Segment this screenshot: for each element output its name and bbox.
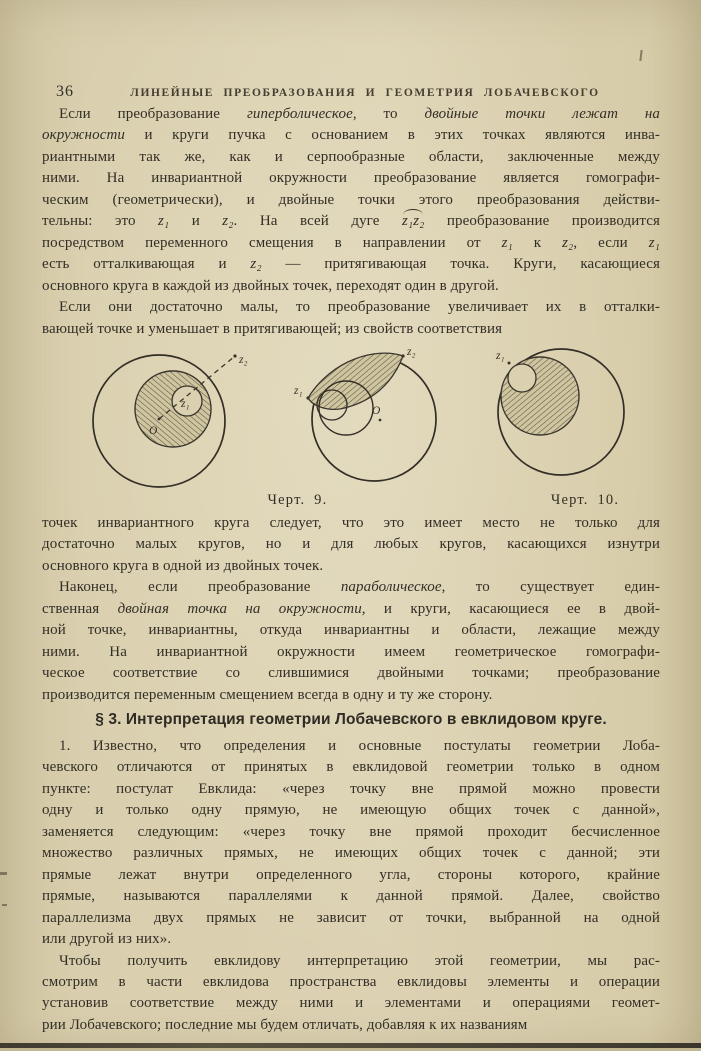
ink-speck <box>2 904 7 906</box>
text-line: или другой из них». <box>42 931 172 948</box>
text-line: тельны: это z₁ и z₂. На всей дуге z₁z₂ преобразование производится <box>42 211 660 232</box>
page-number: 36 <box>56 83 74 100</box>
text-line: вающей точке и уменьшает в притягивающей; из свойств соответствия <box>42 320 503 337</box>
label-z2: z₂ <box>407 346 416 358</box>
text-line: 1. Известно, что определения и основные постулаты геометрии Лоба- <box>59 738 660 754</box>
figure-10-caption: Черт. 10. <box>550 492 620 508</box>
ink-speck <box>639 50 642 61</box>
inner-tangent-circle <box>508 364 536 392</box>
figure-9-caption: Черт. 9. <box>267 492 328 508</box>
section-heading: § 3. Интерпретация геометрии Лобачевского в евклидовом круге. <box>95 711 607 728</box>
text-line: установив соответствие между ними и элементами и операциями геомет- <box>42 995 660 1012</box>
text-block-middle <box>42 513 660 706</box>
point-z1 <box>306 396 309 399</box>
paragraph <box>42 577 660 706</box>
text-line: ственная двойная точка на окружности, и круги, касающиеся ее в двой- <box>42 600 660 617</box>
text-line: ной точке, инвариантны, откуда инвариантны и области, лежащие между <box>42 622 660 639</box>
figure-10-circle-diagram <box>485 346 655 501</box>
text-line: точек инвариантного круга следует, что это имеет место не только для <box>42 515 660 531</box>
text-line: есть отталкивающая и z₂ — притягивающая точка. Круги, касающиеся <box>42 256 660 273</box>
figure-9-left-circle-diagram <box>85 350 260 505</box>
text-line: ческим (геометрически), и двойные точки этого преобразования действи- <box>42 191 660 208</box>
point-o <box>379 419 382 422</box>
text-line: окружности и круги пучка с основанием в этих точках являются инва- <box>42 127 660 144</box>
text-block-top <box>42 104 660 340</box>
label-o: O <box>372 405 381 417</box>
paragraph <box>42 951 660 1037</box>
label-o: O <box>149 425 158 437</box>
figure-9-right-circle-diagram <box>292 346 462 501</box>
paragraph <box>42 104 660 297</box>
paragraph <box>42 297 660 340</box>
text-line: рии Лобачевского; последние мы будем отличать, добавляя к их названиям <box>42 1016 528 1033</box>
text-line: Наконец, если преобразование параболическое, то существует един- <box>59 579 660 596</box>
text-line: Чтобы получить евклидову интерпретацию этой геометрии, мы рас- <box>59 952 660 969</box>
text-line: основного круга в каждой из двойных точек, переходят один в другой. <box>42 277 499 294</box>
text-block-bottom <box>42 736 660 1036</box>
text-line: основного круга в одной из двойных точек. <box>42 557 324 574</box>
text-line: ними. На инвариантной окружности имеем геометрическое гомографи- <box>42 643 660 660</box>
text-line: смотрим в части евклидова пространства евклидовы элементы и операции <box>42 973 660 990</box>
point-o <box>158 418 161 421</box>
text-line: ческое соответствие со слившимися двойными точками; преобразование <box>42 665 660 682</box>
text-line: заменяется следующим: «через точку вне прямой проходит бесчисленное <box>42 823 660 840</box>
text-line: достаточно малых кругов, но и для любых кругов, касающихся изнутри <box>42 536 660 553</box>
text-line: пункте: постулат Евклида: «через точку вне прямой можно провести <box>42 780 660 797</box>
paragraph <box>42 736 660 951</box>
label-z1: z₁ <box>496 350 505 362</box>
text-line: Если преобразование гиперболическое, то двойные точки лежат на <box>59 106 661 122</box>
figure-strip <box>0 346 701 516</box>
label-z1: z₁ <box>181 398 190 410</box>
text-line: ними. На инвариантной окружности преобразование является гомографи- <box>42 170 660 187</box>
text-line: чевского отличаются от принятых в евклидовой геометрии только в одном <box>42 759 660 776</box>
text-line: риантными так же, как и серпообразные области, заключенные между <box>42 148 660 165</box>
point-z2 <box>233 354 236 357</box>
hatched-sickle-region <box>308 353 403 409</box>
ink-speck <box>0 872 7 875</box>
text-line: прямые лежат внутри определенного угла, стороны которого, крайние <box>42 866 660 883</box>
text-line: множество различных прямых, не имеющих общих точек с данной; эти <box>42 845 660 862</box>
text-line: прямые, называются параллелями к данной прямой. Далее, свойство <box>42 888 660 905</box>
label-z2: z₂ <box>239 354 248 366</box>
point-z2 <box>401 354 404 357</box>
text-line: Если они достаточно малы, то преобразование увеличивает их в отталки- <box>59 299 660 316</box>
text-line: посредством переменного смещения в направлении от z₁ к z₂, если z₁ <box>42 234 660 251</box>
paragraph <box>42 513 660 577</box>
text-line: производится переменным смещением всегда в одну и ту же сторону. <box>42 686 493 703</box>
text-line: параллелизма двух прямых не зависит от точки, выбранной на одной <box>42 909 660 926</box>
text-line: одну и только одну прямую, не имеющую общих точек с данной», <box>42 802 660 819</box>
running-header: ЛИНЕЙНЫЕ ПРЕОБРАЗОВАНИЯ И ГЕОМЕТРИЯ ЛОБАЧЕВСКОГО <box>130 87 600 99</box>
label-z1: z₁ <box>294 385 303 397</box>
point-z1 <box>508 362 511 365</box>
